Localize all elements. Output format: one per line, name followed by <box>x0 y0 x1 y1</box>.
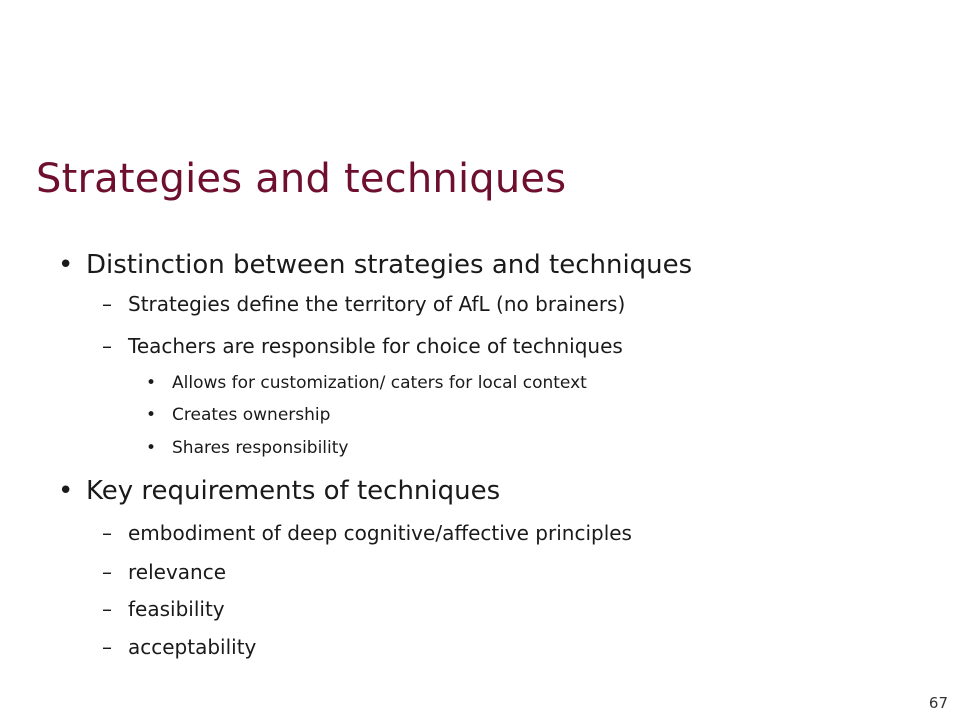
bullet-text: relevance <box>128 560 227 584</box>
bullet-text: Shares responsibility <box>172 438 349 458</box>
dash-icon: – <box>102 597 112 621</box>
bullet-text: Teachers are responsible for choice of techniques <box>128 334 623 358</box>
bullet-dot-icon: • <box>58 476 74 506</box>
bullet-text: Distinction between strategies and techniques <box>86 250 693 280</box>
dash-icon: – <box>102 521 112 545</box>
bullet-text: Strategies define the territory of AfL (no brainers) <box>128 292 626 316</box>
bullet-text: embodiment of deep cognitive/affective principles <box>128 521 632 545</box>
bullet-dot-icon: • <box>58 250 74 280</box>
slide-title: Strategies and techniques <box>36 156 567 202</box>
bullet-dot-icon: • <box>146 373 157 393</box>
bullet-dot-icon: • <box>146 438 157 458</box>
bullet-text: Allows for customization/ caters for local context <box>172 373 587 393</box>
dash-icon: – <box>102 560 112 584</box>
dash-icon: – <box>102 292 112 316</box>
bullet-text: acceptability <box>128 635 257 659</box>
bullet-text: Creates ownership <box>172 405 331 425</box>
dash-icon: – <box>102 635 112 659</box>
bullet-text: feasibility <box>128 597 225 621</box>
bullet-dot-icon: • <box>146 405 157 425</box>
dash-icon: – <box>102 334 112 358</box>
page-number: 67 <box>928 694 948 712</box>
bullet-text: Key requirements of techniques <box>86 476 501 506</box>
